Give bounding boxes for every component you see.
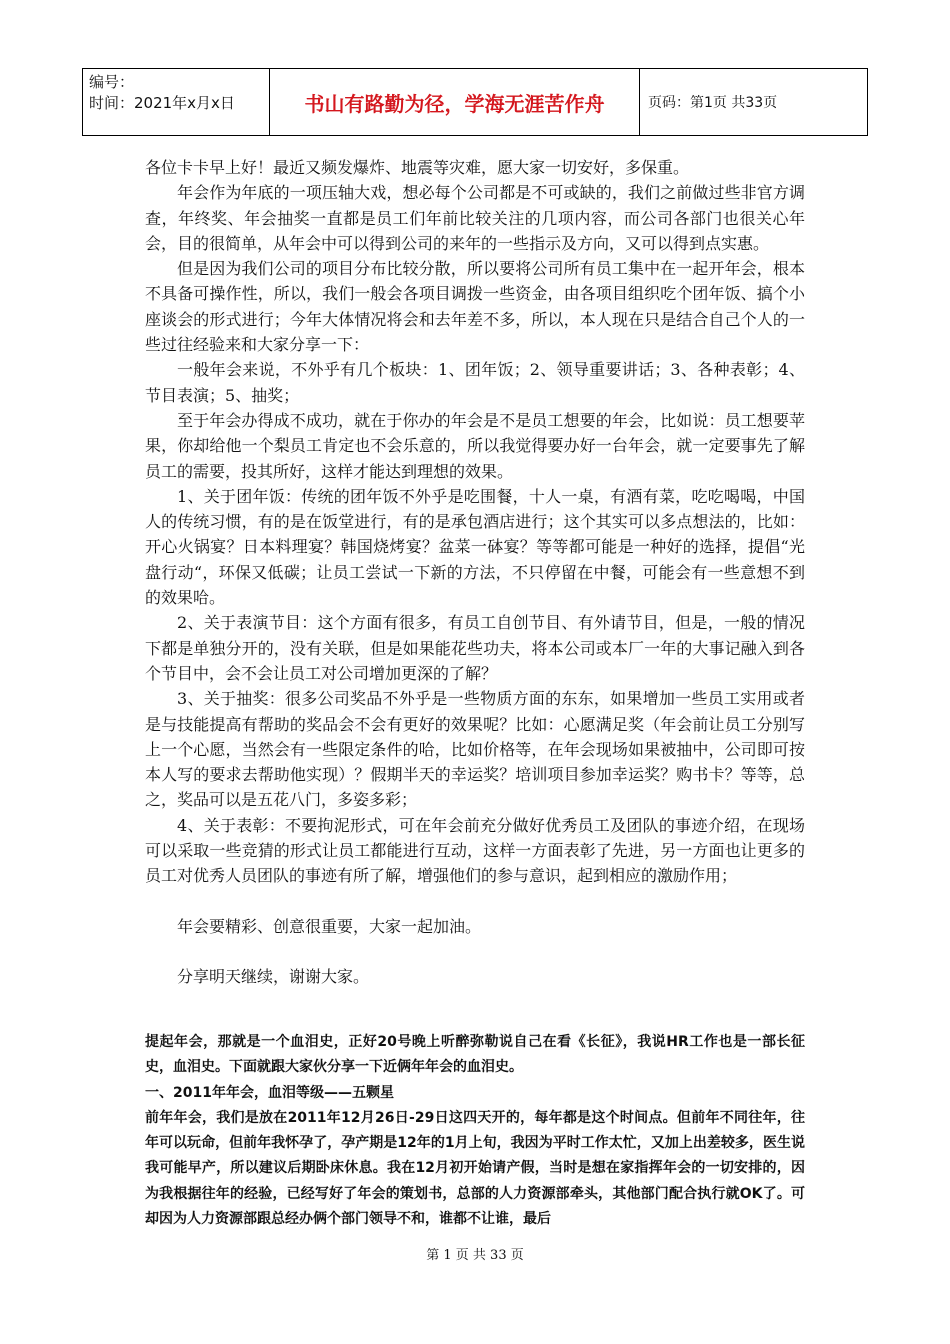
- header-motto: 书山有路勤为径，学海无涯苦作舟: [304, 91, 605, 116]
- paragraph: 2、关于表演节目：这个方面有很多，有员工自创节目、有外请节目，但是，一般的情况下都是单独分开的，没有关联，但是如果能花些功夫，将本公司或本厂一年的大事记融入到各个节目中，会不会让员工对公司增加更深的了解？: [145, 613, 805, 683]
- bold-paragraph: 提起年会，那就是一个血泪史，正好20号晚上听醉弥勒说自己在看《长征》，我说HR工作也是一部长征史，血泪史。下面就跟大家伙分享一下近俩年年会的血泪史。: [145, 1034, 805, 1076]
- bold-paragraph: 前年年会，我们是放在2011年12月26日-29日这四天开的，每年都是这个时间点。但前年不同往年，往年可以玩命，但前年我怀孕了，孕产期是12年的1月上旬，我因为平时工作太忙，又加上出差较多，医生说我可能早产，所以建议后期卧床休息。我在12月初开始请产假，当时是想在家指挥年会的一切安排的，因为我根据往年的经验，已经写好了年会的策划书，总部的人力资源部牵头，其他部门配合执行就OK了。可却因为人力资源部跟总经办俩个部门领导不和，谁都不让谁，最后: [145, 1109, 805, 1228]
- date-label: 时间：2021年x月x日: [89, 94, 235, 112]
- paragraph: 至于年会办得成不成功，就在于你办的年会是不是员工想要的年会，比如说：员工想要苹果，你却给他一个梨员工肯定也不会乐意的，所以我觉得要办好一台年会，就一定要事先了解员工的需要，投其所好，这样才能达到理想的效果。: [145, 410, 805, 481]
- paragraph: 3、关于抽奖：很多公司奖品不外乎是一些物质方面的东东，如果增加一些员工实用或者是与技能提高有帮助的奖品会不会有更好的效果呢？比如：心愿满足奖（年会前让员工分别写上一个心愿，当然会有一些限定条件的哈，比如价格等，在年会现场如果被抽中，公司即可按本人写的要求去帮助他实现）？假期半天的幸运奖？培训项目参加幸运奖？购书卡？等等，总之，奖品可以是五花八门，多姿多彩；: [145, 689, 805, 810]
- paragraph-greeting: 各位卡卡早上好！最近又频发爆炸、地震等灾难，愿大家一切安好，多保重。: [145, 158, 690, 177]
- bold-section: [145, 1030, 805, 1232]
- header-motto-cell: [270, 69, 640, 135]
- spacer: [145, 889, 805, 914]
- number-label: 编号：: [89, 73, 135, 91]
- paragraph: 一般年会来说，不外乎有几个板块：1、团年饭；2、领导重要讲话；3、各种表彰；4、节目表演；5、抽奖；: [145, 360, 805, 405]
- section-heading: 一、2011年年会，血泪等级——五颗星: [145, 1084, 394, 1101]
- paragraph: 年会要精彩、创意很重要，大家一起加油。: [177, 916, 482, 936]
- paragraph: 4、关于表彰：不要拘泥形式，可在年会前充分做好优秀员工及团队的事迹介绍，在现场可以采取一些竞猜的形式让员工都能进行互动，这样一方面表彰了先进，另一方面也让更多的员工对优秀人员团队的事迹有所了解，增强他们的参与意识，起到相应的激励作用；: [145, 815, 805, 886]
- page-header: [82, 68, 868, 136]
- paragraph: 年会作为年底的一项压轴大戏，想必每个公司都是不可或缺的，我们之前做过些非官方调查，年终奖、年会抽奖一直都是员工们年前比较关注的几项内容，而公司各部门也很关心年会，目的很简单，从年会中可以得到公司的来年的一些指示及方向，又可以得到点实惠。: [145, 183, 805, 253]
- paragraph-closing: 分享明天继续，谢谢大家。: [177, 966, 370, 986]
- paragraph: 1、关于团年饭：传统的团年饭不外乎是吃围餐，十人一桌，有酒有菜，吃吃喝喝，中国人的传统习惯，有的是在饭堂进行，有的是承包酒店进行；这个其实可以多点想法的，比如：开心火锅宴？日本料理宴？韩国烧烤宴？盆菜一砵宴？等等都可能是一种好的选择，提倡“光盘行动“，环保又低碳；让员工尝试一下新的方法，不只停留在中餐，可能会有一些意想不到的效果哈。: [145, 486, 805, 608]
- document-body: [145, 155, 805, 989]
- header-meta: [83, 69, 270, 135]
- spacer: [145, 939, 805, 964]
- header-page-info: 页码：第1页 共33页: [648, 95, 778, 111]
- page-footer: 第 1 页 共 33 页: [426, 1248, 524, 1263]
- paragraph: 但是因为我们公司的项目分布比较分散，所以要将公司所有员工集中在一起开年会，根本不具备可操作性，所以，我们一般会各项目调拨一些资金，由各项目组织吃个团年饭、搞个小座谈会的形式进行；今年大体情况将会和去年差不多，所以，本人现在只是结合自己个人的一些过往经验来和大家分享一下：: [145, 259, 805, 355]
